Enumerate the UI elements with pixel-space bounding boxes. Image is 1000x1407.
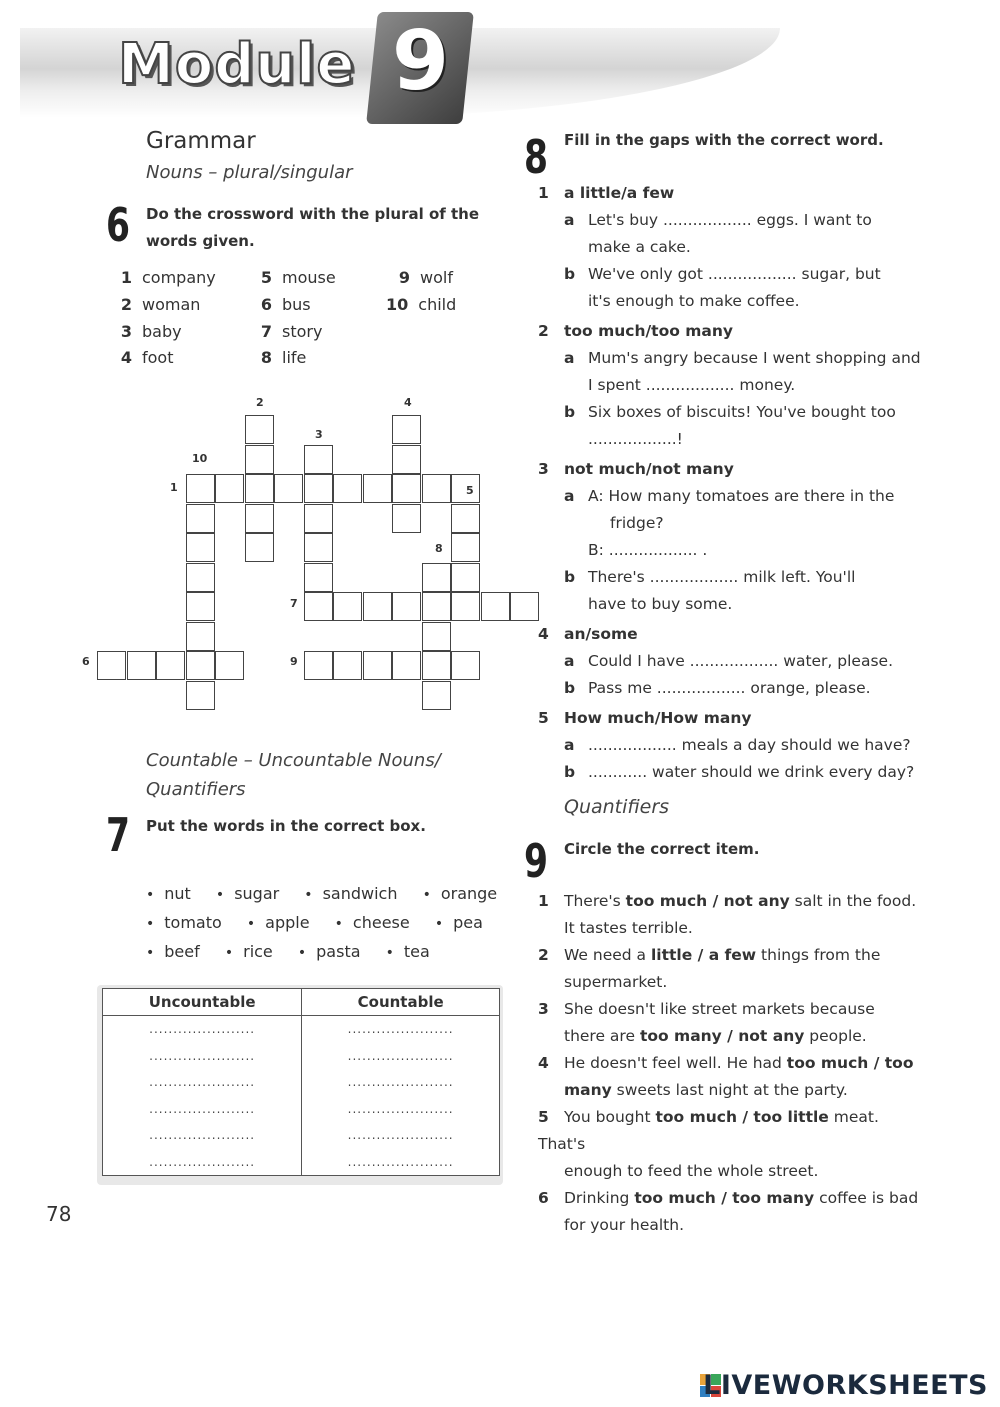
crossword-cell[interactable] (156, 651, 185, 680)
crossword-cell[interactable] (422, 592, 451, 621)
crossword-cell[interactable] (451, 651, 480, 680)
word-bank-row (146, 880, 517, 909)
answer-blank[interactable]: ...................... (302, 1069, 500, 1096)
word-item: 1 company (120, 268, 216, 287)
crossword-clue-number: 1 (170, 481, 178, 494)
crossword-cell[interactable] (304, 445, 333, 474)
word-bank-item: • nut (146, 884, 191, 903)
list-item-continuation: there are too many / not any people. (564, 1027, 867, 1045)
crossword-cell[interactable] (304, 563, 333, 592)
crossword-cell[interactable] (186, 474, 215, 503)
crossword-cell[interactable] (245, 415, 274, 444)
question-line: a Let's buy .................. eggs. I want to (564, 211, 872, 229)
crossword-cell[interactable] (274, 474, 303, 503)
list-item-continuation: supermarket. (564, 973, 668, 991)
exercise-6-number: 6 (106, 198, 131, 252)
word-bank-item: • sugar (215, 884, 280, 903)
subtitle-line: Quantifiers (146, 779, 246, 800)
question-line: b There's .................. milk left. You'll (564, 568, 856, 586)
word-item: 9 wolf (398, 268, 453, 287)
crossword-cell[interactable] (304, 592, 333, 621)
crossword-cell[interactable] (97, 651, 126, 680)
crossword-clue-number: 9 (290, 655, 298, 668)
exercise-8-instruction: Fill in the gaps with the correct word. (564, 131, 884, 149)
question-line: a .................. meals a day should we have? (564, 736, 911, 754)
grammar-heading: Grammar (146, 128, 256, 154)
word-item: 3 baby (120, 322, 182, 341)
word-item: 4 foot (120, 348, 174, 367)
answer-blank[interactable]: ...................... (302, 1016, 500, 1043)
exercise-6-instruction (146, 201, 479, 255)
module-title: Module (118, 32, 356, 97)
question-line: a Mum's angry because I went shopping and (564, 349, 921, 367)
exercise-7-instruction: Put the words in the correct box. (146, 817, 426, 835)
crossword-cell[interactable] (451, 533, 480, 562)
crossword-cell[interactable] (333, 474, 362, 503)
crossword-cell[interactable] (186, 622, 215, 651)
list-item: 4 He doesn't feel well. He had too much / too (538, 1054, 914, 1072)
module-number: 9 (392, 14, 450, 109)
question-heading: 3 not much/not many (538, 460, 734, 478)
word-item: 6 bus (260, 295, 311, 314)
question-line: b Six boxes of biscuits! You've bought too (564, 403, 896, 421)
question-line: b ............ water should we drink every day? (564, 763, 915, 781)
word-item: 5 mouse (260, 268, 336, 287)
crossword-cell[interactable] (422, 681, 451, 710)
answer-blank[interactable]: ...................... (302, 1096, 500, 1123)
crossword-cell[interactable] (481, 592, 510, 621)
crossword-clue-number: 4 (404, 396, 412, 409)
crossword-cell[interactable] (451, 592, 480, 621)
word-bank-item: • beef (146, 942, 200, 961)
question-heading: 4 an/some (538, 625, 638, 643)
crossword-cell[interactable] (392, 415, 421, 444)
question-line: a Could I have .................. water, please. (564, 652, 894, 670)
answer-blank[interactable]: ...................... (302, 1149, 500, 1176)
list-item: 5 You bought too much / too little meat. That's (538, 1108, 879, 1153)
crossword-cell[interactable] (363, 592, 392, 621)
crossword-clue-number: 6 (82, 655, 90, 668)
crossword-cell[interactable] (304, 533, 333, 562)
brand-footer: LIVEWORKSHEETS (703, 1370, 988, 1401)
word-item: 2 woman (120, 295, 201, 314)
word-item: 8 life (260, 348, 307, 367)
exercise-8-questions (538, 180, 928, 786)
word-bank-row (146, 909, 517, 938)
word-bank-item: • pasta (297, 942, 361, 961)
list-item: 6 Drinking too much / too many coffee is bad (538, 1189, 919, 1207)
crossword-cell[interactable] (304, 651, 333, 680)
answer-blank[interactable]: ...................... (103, 1043, 302, 1070)
crossword-clue-number: 5 (466, 484, 474, 497)
crossword-cell[interactable] (422, 563, 451, 592)
question-heading: 5 How much/How many (538, 709, 752, 727)
exercise-9-items (538, 888, 928, 1239)
word-bank-item: • tea (385, 942, 430, 961)
answer-blank[interactable]: ...................... (103, 1096, 302, 1123)
crossword-cell[interactable] (245, 504, 274, 533)
crossword-cell[interactable] (215, 651, 244, 680)
crossword-cell[interactable] (215, 474, 244, 503)
crossword-cell[interactable] (392, 474, 421, 503)
word-bank-item: • cheese (334, 913, 410, 932)
answer-blank[interactable]: ...................... (302, 1122, 500, 1149)
word-bank-item: • rice (224, 942, 273, 961)
crossword-clue-number: 3 (315, 428, 323, 441)
list-item: 3 She doesn't like street markets because (538, 1000, 875, 1018)
list-item-continuation: for your health. (564, 1216, 685, 1234)
word-bank-row (146, 938, 517, 967)
crossword-cell[interactable] (422, 651, 451, 680)
question-heading: 1 a little/a few (538, 184, 675, 202)
crossword-cell[interactable] (186, 563, 215, 592)
word-bank-item: • tomato (146, 913, 222, 932)
exercise-7-number: 7 (106, 808, 131, 862)
word-item: 7 story (260, 322, 323, 341)
crossword-cell[interactable] (422, 622, 451, 651)
crossword-cell[interactable] (363, 474, 392, 503)
crossword-clue-number: 10 (192, 452, 208, 465)
question-line: ..................! (588, 430, 683, 448)
list-item: 2 We need a little / a few things from the (538, 946, 881, 964)
crossword-cell[interactable] (392, 504, 421, 533)
crossword-cell[interactable] (186, 592, 215, 621)
crossword-clue-number: 7 (290, 597, 298, 610)
crossword-cell[interactable] (451, 504, 480, 533)
crossword-cell[interactable] (451, 563, 480, 592)
question-line: make a cake. (588, 238, 691, 256)
instruction-line: Do the crossword with the plural of the (146, 205, 480, 223)
question-line: b Pass me .................. orange, please. (564, 679, 871, 697)
list-item-continuation: enough to feed the whole street. (564, 1162, 819, 1180)
question-line: b We've only got .................. sugar, but (564, 265, 881, 283)
word-bank-item: • apple (246, 913, 310, 932)
quantifiers-heading: Quantifiers (564, 796, 670, 818)
crossword-cell[interactable] (304, 474, 333, 503)
answer-blank[interactable]: ...................... (103, 1069, 302, 1096)
answer-blank[interactable]: ...................... (103, 1149, 302, 1176)
word-item: 10 child (386, 295, 457, 314)
question-line: have to buy some. (588, 595, 733, 613)
word-bank-item: • pea (434, 913, 483, 932)
page-number: 78 (46, 1202, 72, 1226)
crossword-cell[interactable] (127, 651, 156, 680)
exercise-9-number: 9 (524, 834, 549, 888)
crossword-clue-number: 8 (435, 542, 443, 555)
question-line: it's enough to make coffee. (588, 292, 800, 310)
crossword-cell[interactable] (333, 651, 362, 680)
crossword-cell[interactable] (186, 504, 215, 533)
crossword-cell[interactable] (392, 592, 421, 621)
instruction-line: words given. (146, 232, 255, 250)
crossword-cell[interactable] (245, 474, 274, 503)
crossword-cell[interactable] (186, 651, 215, 680)
crossword-cell[interactable] (392, 445, 421, 474)
crossword-cell[interactable] (304, 504, 333, 533)
answer-blank[interactable]: ...................... (103, 1016, 302, 1043)
subtitle-line: Countable – Uncountable Nouns/ (146, 750, 441, 771)
list-item: 1 There's too much / not any salt in the food. (538, 892, 917, 910)
countable-header: Countable (302, 989, 500, 1016)
question-line: a A: How many tomatoes are there in the (564, 487, 895, 505)
answer-blank[interactable]: ...................... (302, 1043, 500, 1070)
word-bank (146, 880, 517, 967)
crossword-cell[interactable] (245, 533, 274, 562)
answer-blank[interactable]: ...................... (103, 1122, 302, 1149)
list-item-continuation: It tastes terrible. (564, 919, 693, 937)
crossword-clue-number: 2 (256, 396, 264, 409)
uncountable-header: Uncountable (103, 989, 302, 1016)
crossword-cell[interactable] (186, 681, 215, 710)
question-heading: 2 too much/too many (538, 322, 734, 340)
sorting-table (102, 988, 500, 1176)
crossword-cell[interactable] (392, 651, 421, 680)
crossword-cell[interactable] (333, 592, 362, 621)
list-item-continuation: many sweets last night at the party. (564, 1081, 848, 1099)
crossword-cell[interactable] (363, 651, 392, 680)
question-line: I spent .................. money. (588, 376, 796, 394)
question-line: fridge? (610, 514, 664, 532)
exercise-9-instruction: Circle the correct item. (564, 840, 760, 858)
word-bank-item: • sandwich (304, 884, 398, 903)
crossword-cell[interactable] (510, 592, 539, 621)
word-bank-item: • orange (422, 884, 498, 903)
grammar-subtitle: Nouns – plural/singular (146, 162, 353, 183)
countable-subtitle (146, 746, 441, 804)
crossword-cell[interactable] (186, 533, 215, 562)
exercise-8-number: 8 (524, 130, 549, 184)
crossword-cell[interactable] (245, 445, 274, 474)
question-line: B: .................. . (588, 541, 708, 559)
crossword-cell[interactable] (422, 474, 451, 503)
